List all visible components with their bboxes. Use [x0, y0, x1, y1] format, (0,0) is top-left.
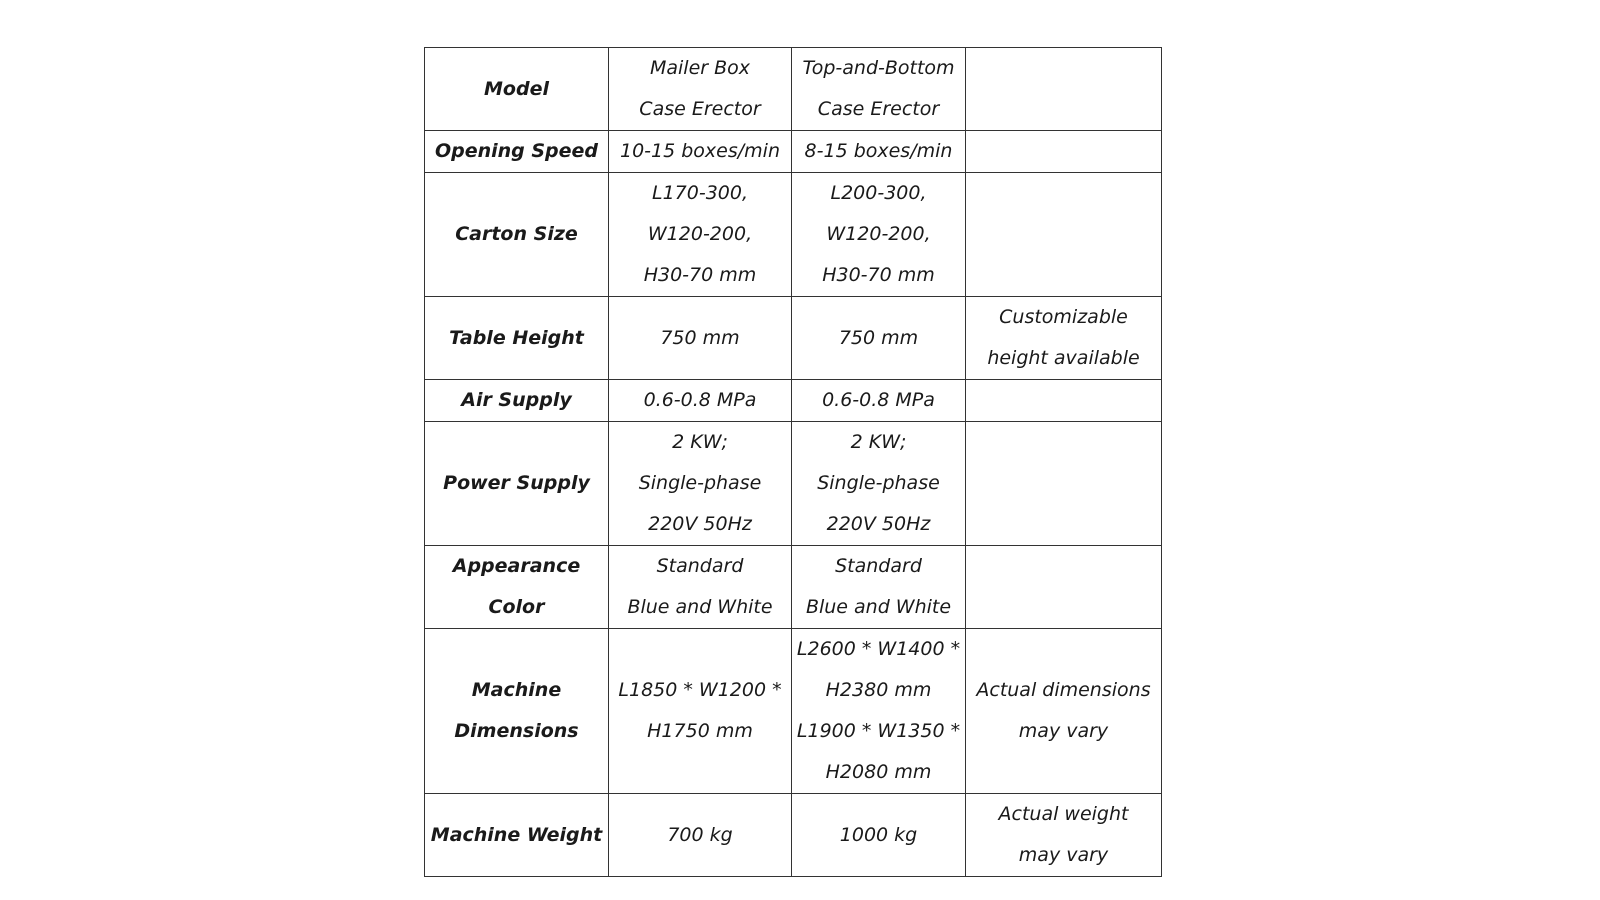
note-value-line: may vary	[1018, 844, 1109, 866]
mailer-box-value-line: H1750 mm	[647, 720, 753, 742]
mailer-box-value-line: Mailer Box	[649, 57, 751, 79]
row-label-cell	[425, 297, 609, 380]
mailer-box-value-cell	[609, 629, 792, 794]
mailer-box-value-line: 220V 50Hz	[648, 513, 752, 535]
mailer-box-value-cell	[609, 173, 792, 297]
row-label-cell	[425, 422, 609, 546]
note-value-cell	[966, 297, 1162, 380]
mailer-box-value-line: 2 KW;	[672, 431, 728, 453]
mailer-box-value-line: Blue and White	[627, 596, 773, 618]
row-label-line: Machine Weight	[430, 823, 603, 846]
note-value-line: may vary	[1018, 720, 1109, 742]
note-value-cell	[966, 380, 1162, 422]
mailer-box-value-line: 750 mm	[660, 326, 740, 349]
table-row	[425, 794, 1162, 877]
top-bottom-value-line: Standard	[835, 555, 922, 577]
top-bottom-value-line: H30-70 mm	[822, 264, 935, 286]
top-bottom-value-line: 750 mm	[838, 326, 919, 349]
table-row	[425, 297, 1162, 380]
spec-table	[424, 47, 1162, 877]
table-row	[425, 629, 1162, 794]
mailer-box-value-line: Case Erector	[639, 98, 761, 120]
row-label-line: Carton Size	[455, 223, 578, 245]
top-bottom-value-line: 1000 kg	[839, 823, 918, 846]
mailer-box-value-line: 10-15 boxes/min	[620, 140, 780, 162]
table-row	[425, 422, 1162, 546]
table-row	[425, 380, 1162, 422]
mailer-box-value-line: 700 kg	[667, 823, 733, 846]
top-bottom-value-cell	[792, 173, 966, 297]
row-label-line: Appearance	[452, 555, 581, 577]
mailer-box-value-line: Single-phase	[638, 472, 762, 494]
top-bottom-value-line: L1900 * W1350 *	[796, 720, 961, 742]
table-row	[425, 131, 1162, 173]
note-value-cell	[966, 422, 1162, 546]
top-bottom-value-line: Single-phase	[817, 472, 940, 494]
top-bottom-value-line: Top-and-Bottom	[802, 57, 955, 79]
top-bottom-value-line: Blue and White	[805, 596, 952, 618]
row-label-line: Dimensions	[454, 720, 579, 742]
mailer-box-value-cell	[609, 297, 792, 380]
row-label-cell	[425, 131, 609, 173]
mailer-box-value-cell	[609, 422, 792, 546]
mailer-box-value-line: H30-70 mm	[643, 264, 757, 286]
row-label-cell	[425, 546, 609, 629]
note-value-line: Actual dimensions	[976, 679, 1151, 701]
table-row	[425, 546, 1162, 629]
top-bottom-value-line: W120-200,	[826, 223, 931, 245]
note-value-line: Customizable	[999, 306, 1128, 328]
top-bottom-value-line: L200-300,	[830, 182, 927, 204]
note-value-line: Actual weight	[998, 803, 1129, 825]
table-row	[425, 173, 1162, 297]
top-bottom-value-cell	[792, 48, 966, 131]
top-bottom-value-line: H2080 mm	[825, 761, 932, 783]
note-value-cell	[966, 131, 1162, 173]
row-label-cell	[425, 380, 609, 422]
top-bottom-value-line: L2600 * W1400 *	[796, 638, 961, 660]
note-value-line: height available	[987, 347, 1140, 369]
row-label-cell	[425, 48, 609, 131]
row-label-line: Air Supply	[461, 389, 572, 411]
top-bottom-value-line: H2380 mm	[825, 679, 932, 701]
mailer-box-value-cell	[609, 546, 792, 629]
row-label-line: Opening Speed	[434, 140, 599, 162]
note-value-cell	[966, 48, 1162, 131]
row-label-line: Power Supply	[443, 472, 590, 494]
row-label-line: Model	[484, 77, 549, 100]
note-value-cell	[966, 629, 1162, 794]
table-row	[425, 48, 1162, 131]
mailer-box-value-line: L170-300,	[651, 182, 748, 204]
top-bottom-value-cell	[792, 131, 966, 173]
mailer-box-value-cell	[609, 131, 792, 173]
top-bottom-value-line: Case Erector	[817, 98, 940, 120]
top-bottom-value-cell	[792, 794, 966, 877]
top-bottom-value-cell	[792, 629, 966, 794]
top-bottom-value-line: 0.6-0.8 MPa	[822, 389, 935, 411]
mailer-box-value-line: 0.6-0.8 MPa	[643, 389, 757, 411]
row-label-line: Color	[488, 596, 545, 618]
row-label-cell	[425, 629, 609, 794]
top-bottom-value-cell	[792, 422, 966, 546]
top-bottom-value-line: 8-15 boxes/min	[804, 140, 953, 162]
mailer-box-value-cell	[609, 380, 792, 422]
mailer-box-value-line: W120-200,	[647, 223, 753, 245]
spec-table-body	[425, 48, 1162, 877]
note-value-cell	[966, 173, 1162, 297]
row-label-cell	[425, 794, 609, 877]
mailer-box-value-line: Standard	[656, 555, 744, 577]
note-value-cell	[966, 794, 1162, 877]
top-bottom-value-line: 220V 50Hz	[826, 513, 931, 535]
top-bottom-value-cell	[792, 380, 966, 422]
mailer-box-value-line: L1850 * W1200 *	[618, 679, 782, 701]
mailer-box-value-cell	[609, 48, 792, 131]
row-label-line: Machine	[471, 679, 562, 701]
row-label-cell	[425, 173, 609, 297]
top-bottom-value-cell	[792, 297, 966, 380]
top-bottom-value-line: 2 KW;	[850, 431, 907, 453]
mailer-box-value-cell	[609, 794, 792, 877]
note-value-cell	[966, 546, 1162, 629]
row-label-line: Table Height	[449, 326, 584, 349]
top-bottom-value-cell	[792, 546, 966, 629]
